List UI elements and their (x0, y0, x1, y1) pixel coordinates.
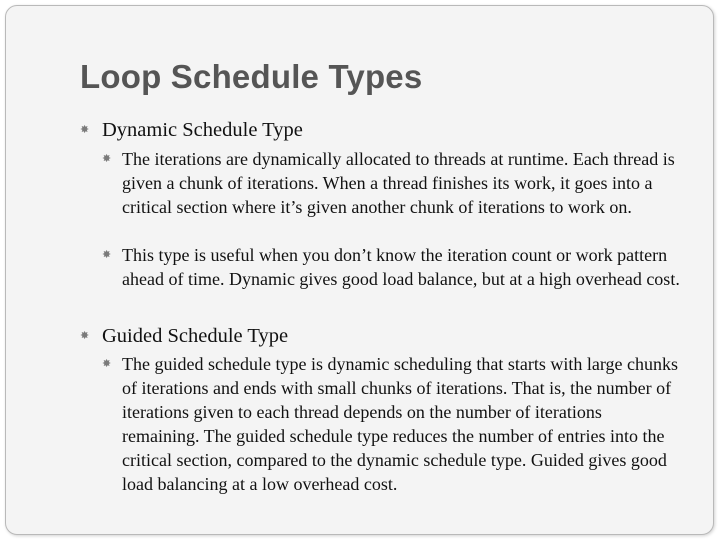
bullet-point (102, 243, 682, 291)
bullet-icon: ✸ (102, 357, 112, 370)
bullet-point-text: This type is useful when you don’t know the iteration count or work pattern ahead of time. Dynamic gives good load balance, but at a high overhead cost. (122, 245, 680, 289)
bullet-point (102, 352, 682, 496)
bullet-icon: ✸ (102, 248, 112, 261)
section-heading-label: Dynamic Schedule Type (102, 119, 303, 141)
bullet-icon: ✸ (80, 329, 90, 342)
bullet-point-text: The iterations are dynamically allocated to threads at runtime. Each thread is given a chunk of iterations. When a thread finishes its work, it goes into a critical section where it’s given another chunk of iterations to work on. (122, 149, 675, 217)
bullet-point-text: The guided schedule type is dynamic scheduling that starts with large chunks of iterations and ends with small chunks of iterations. That is, the number of iterations given to each thread depends on the number of iterations remaining. The guided schedule type reduces the number of entries into the critical section, compared to the dynamic schedule type. Guided gives good load balancing at a low overhead cost. (122, 354, 679, 494)
slide-title: Loop Schedule Types (80, 58, 423, 95)
bullet-icon: ✸ (80, 123, 90, 136)
section-heading-guided (80, 324, 288, 348)
bullet-point (102, 147, 682, 219)
section-heading-label: Guided Schedule Type (102, 325, 289, 347)
bullet-icon: ✸ (102, 152, 112, 165)
section-heading-dynamic (80, 118, 303, 142)
